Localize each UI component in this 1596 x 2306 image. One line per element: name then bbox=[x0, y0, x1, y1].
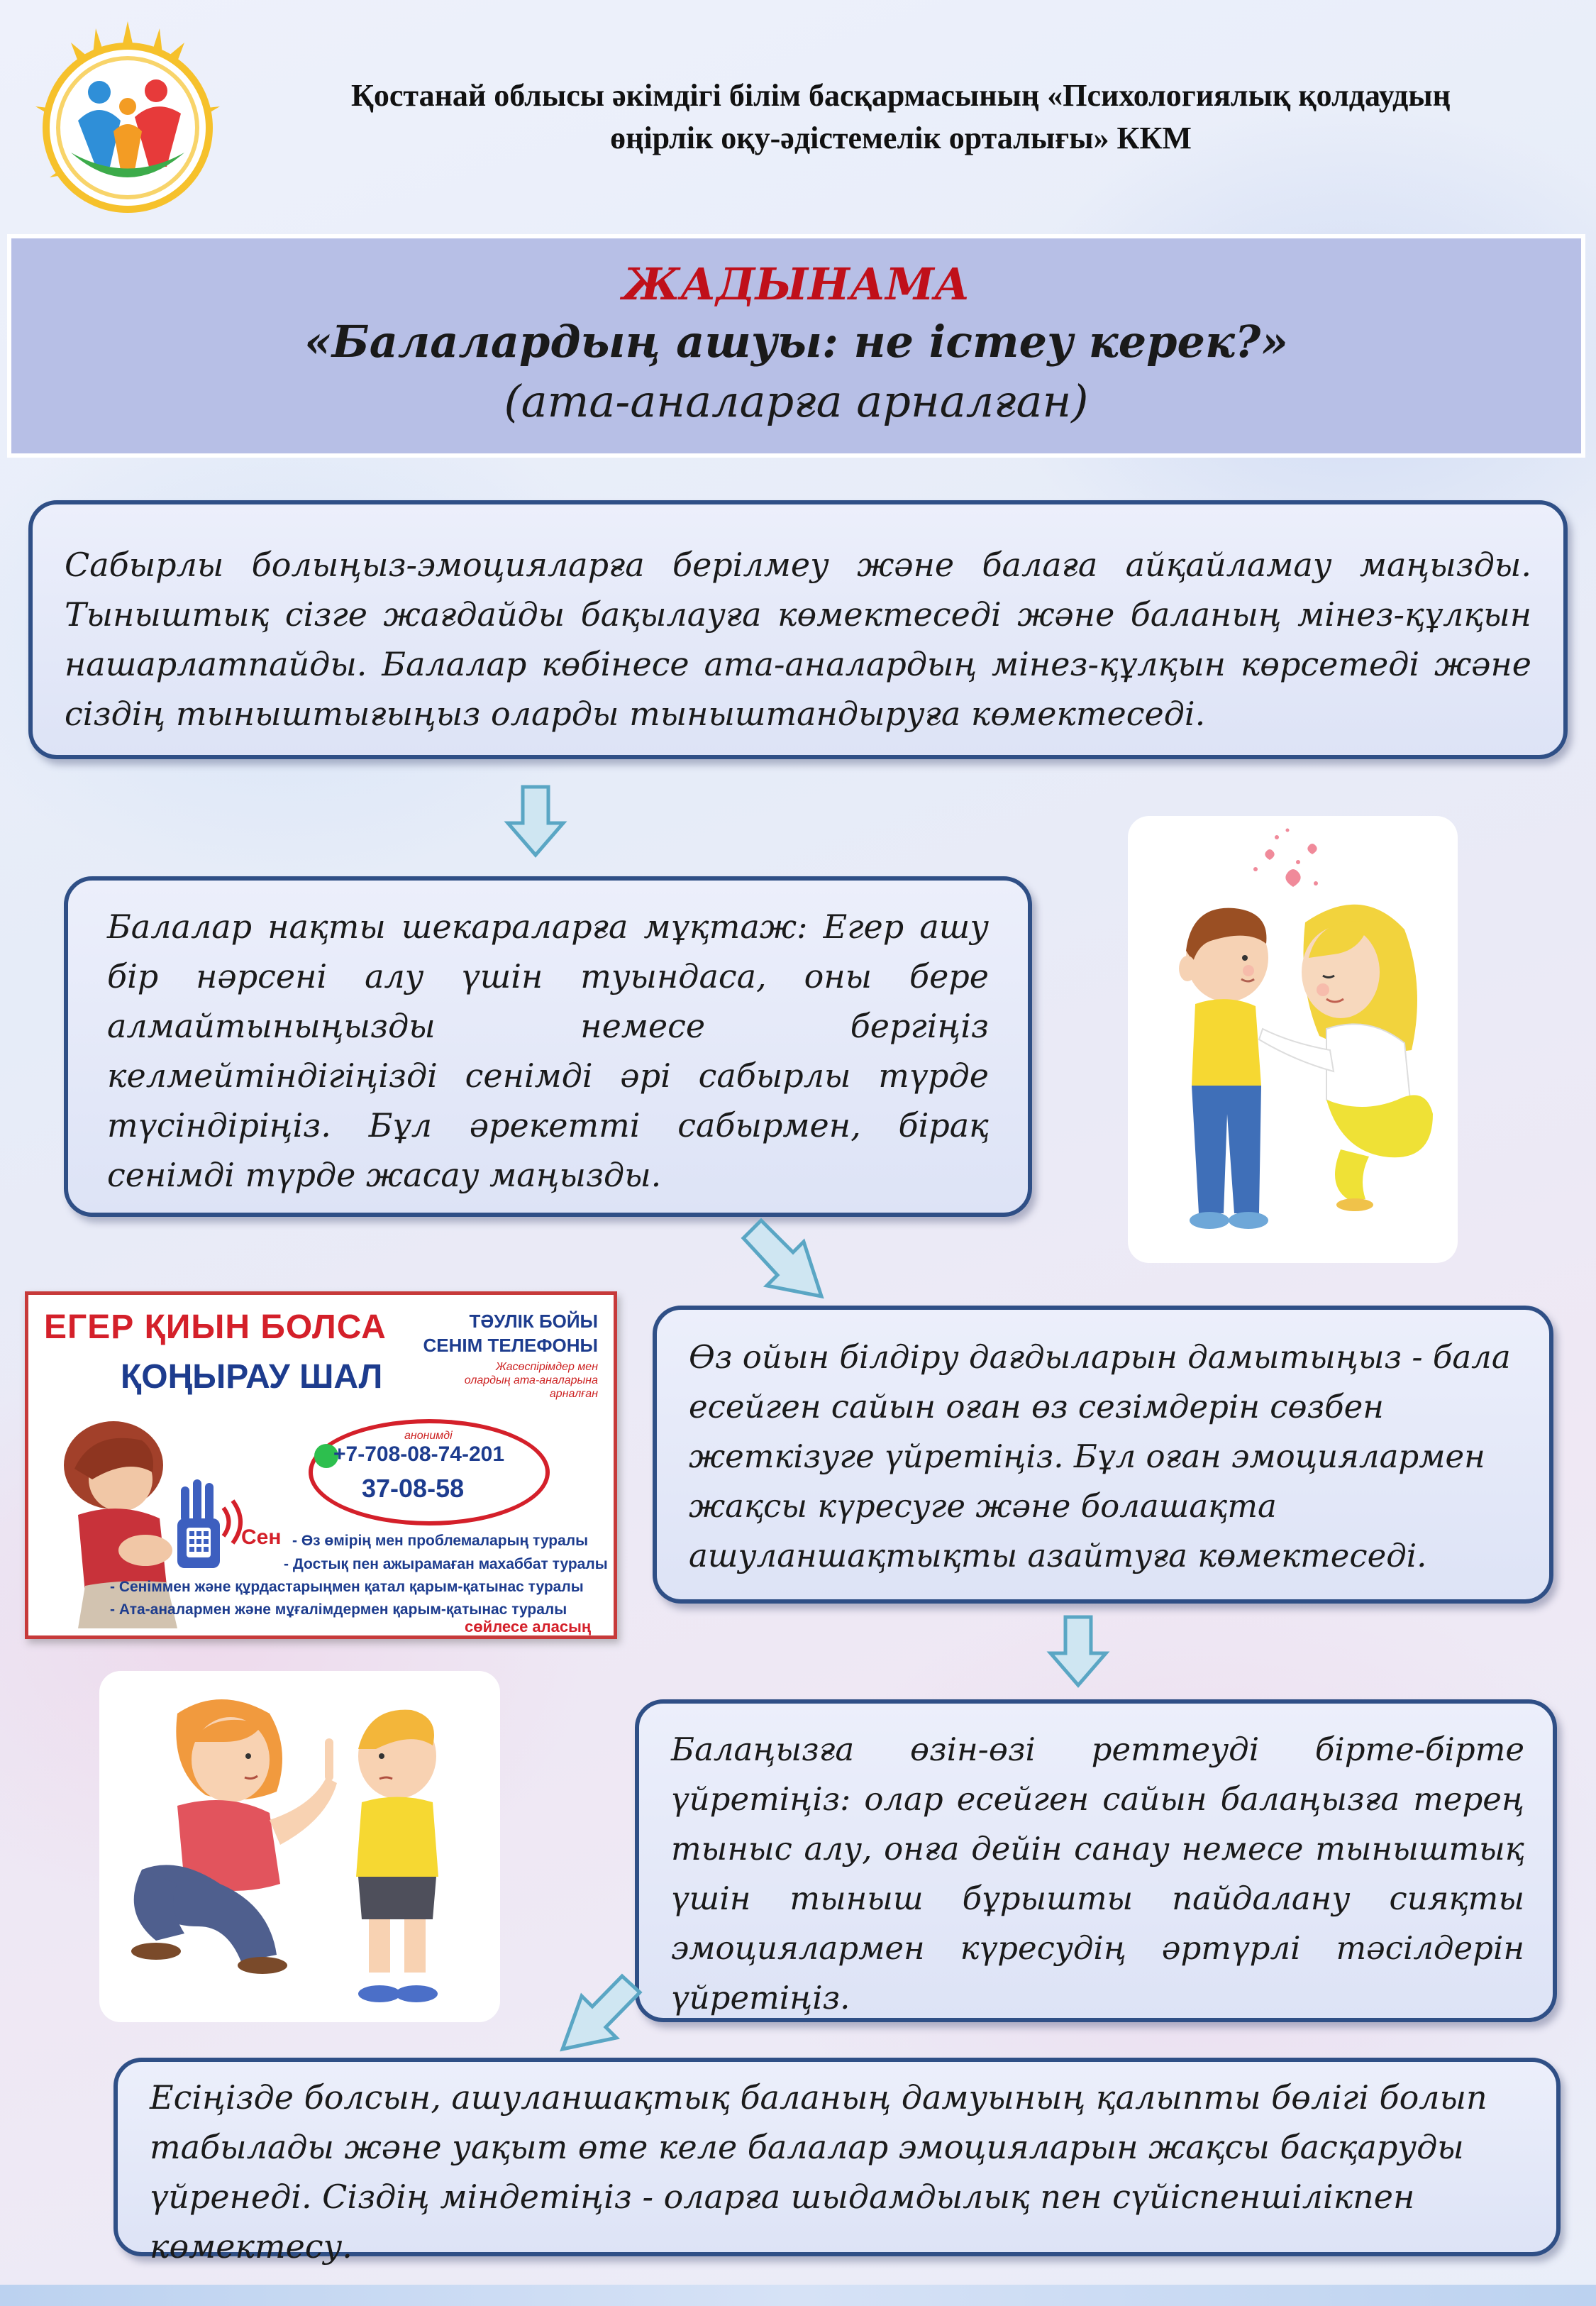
tip-text-self-regulation: Балаңызға өзін-өзі реттеуді бірте-бірте үйретіңіз: олар есейген сайын балаңызға терең тыныс алу, онға дейін санау немесе тыныштық үшін тыныш бұрышты пайдалану сияқты эмоциялармен күресудің әртүрлі тәсілдерін үйретіңіз. bbox=[671, 1731, 1524, 2017]
poster-phone-landline: 37-08-58 bbox=[362, 1474, 465, 1503]
helpline-poster bbox=[25, 1291, 617, 1639]
tip-box-remember bbox=[113, 2058, 1561, 2266]
poster-topic-1: - Өз өмірің мен проблемаларың туралы bbox=[292, 1533, 589, 1549]
tip-text-expression: Өз ойын білдіру дағдыларын дамытыңыз - бала есейген сайын оған өз сезімдерін сөзбен жеткізуге үйретіңіз. Бұл оған эмоциялармен жақсы күресуге және болашақта ашуланшақтықты азайтуға көмектеседі. bbox=[689, 1338, 1511, 1574]
title-banner bbox=[7, 234, 1585, 458]
tip-text-calm: Сабырлы болыңыз-эмоцияларға берілмеу және балаға айқайламау маңызды. Тыныштық сізге жағдайды бақылауға көмектеседі және баланың мінез-құлқын нашарлатпайды. Балалар көбінесе ата-аналардың мінез-құлқын көрсетеді және сіздің тыныштығыңыз оларды тыныштандыруға көмектеседі. bbox=[65, 546, 1531, 733]
diagonal-arrow-icon bbox=[738, 1217, 830, 1302]
organization-title bbox=[255, 75, 1546, 160]
poster-round-the-clock: ТӘУЛІК БОЙЫ bbox=[469, 1311, 598, 1332]
mother-son-illustration bbox=[1128, 816, 1458, 1263]
poster-headline-2: ҚОҢЫРАУ ШАЛ bbox=[121, 1358, 383, 1396]
poster-topic-4: - Ата-аналармен және мұғалімдермен қарым-қатынас туралы bbox=[110, 1601, 567, 1618]
poster-topic-2: - Достық пен ажырамаған махаббат туралы bbox=[284, 1556, 608, 1572]
title-memo: ЖАДЫНАМА bbox=[622, 258, 970, 310]
poster-anonymous: анонимді bbox=[404, 1430, 453, 1442]
poster-headline-1: ЕГЕР ҚИЫН БОЛСА bbox=[44, 1308, 387, 1346]
organization-title-line2: өңірлік оқу-әдістемелік орталығы» ККМ bbox=[610, 121, 1192, 155]
tip-box-boundaries bbox=[64, 876, 1032, 1217]
down-arrow-icon bbox=[1046, 1614, 1110, 1689]
tip-text-remember: Есіңізде болсын, ашуланшақтық баланың дамуының қалыпты бөлігі болып табылады және уақыт өте келе балалар эмоцияларын жақсы басқаруды үйренеді. Сіздің міндетіңіз - оларға шыдамдылық пен сүйіспеншілікпен көмектесу. bbox=[150, 2078, 1487, 2266]
logo-icon bbox=[21, 14, 234, 227]
poster-topic-3: - Сеніммен және құрдастарыңмен қатал қарым-қатынас туралы bbox=[110, 1579, 584, 1595]
tip-box-calm bbox=[28, 500, 1568, 759]
mother-talking-boy-illustration bbox=[99, 1671, 500, 2022]
poster-phone-mobile: +7-708-08-74-201 bbox=[333, 1442, 505, 1466]
title-topic: «Балалардың ашуы: не істеу керек?» bbox=[304, 316, 1288, 368]
tip-text-boundaries: Балалар нақты шекараларға мұқтаж: Егер ашу бір нәрсені алу үшін туындаса, оны бере алмайтыныңызды немесе бергіңіз келмейтіндігіңізді сенімді әрі сабырлы түрде түсіндіріңіз. Бұл әрекетті сабырмен, бірақ сенімді түрде жасау маңызды. bbox=[107, 907, 989, 1194]
poster-you: Сен bbox=[241, 1526, 282, 1549]
tip-box-expression bbox=[653, 1306, 1553, 1604]
tip-box-self-regulation bbox=[635, 1699, 1557, 2022]
poster-can-talk: сөйлесе аласың bbox=[465, 1618, 592, 1635]
poster-trust-phone: СЕНІМ ТЕЛЕФОНЫ bbox=[423, 1335, 598, 1356]
organization-title-line1: Қостанай облысы әкімдігі білім басқармасының «Психологиялық қолдаудың bbox=[350, 78, 1451, 113]
diagonal-arrow-icon bbox=[557, 1973, 645, 2054]
bottom-strip bbox=[0, 2285, 1596, 2306]
poster-audience: Жасөспірімдер мен олардың ата-аналарына арналған bbox=[464, 1361, 598, 1400]
down-arrow-icon bbox=[504, 784, 567, 859]
title-audience: (ата-аналарға арналған) bbox=[504, 375, 1089, 427]
